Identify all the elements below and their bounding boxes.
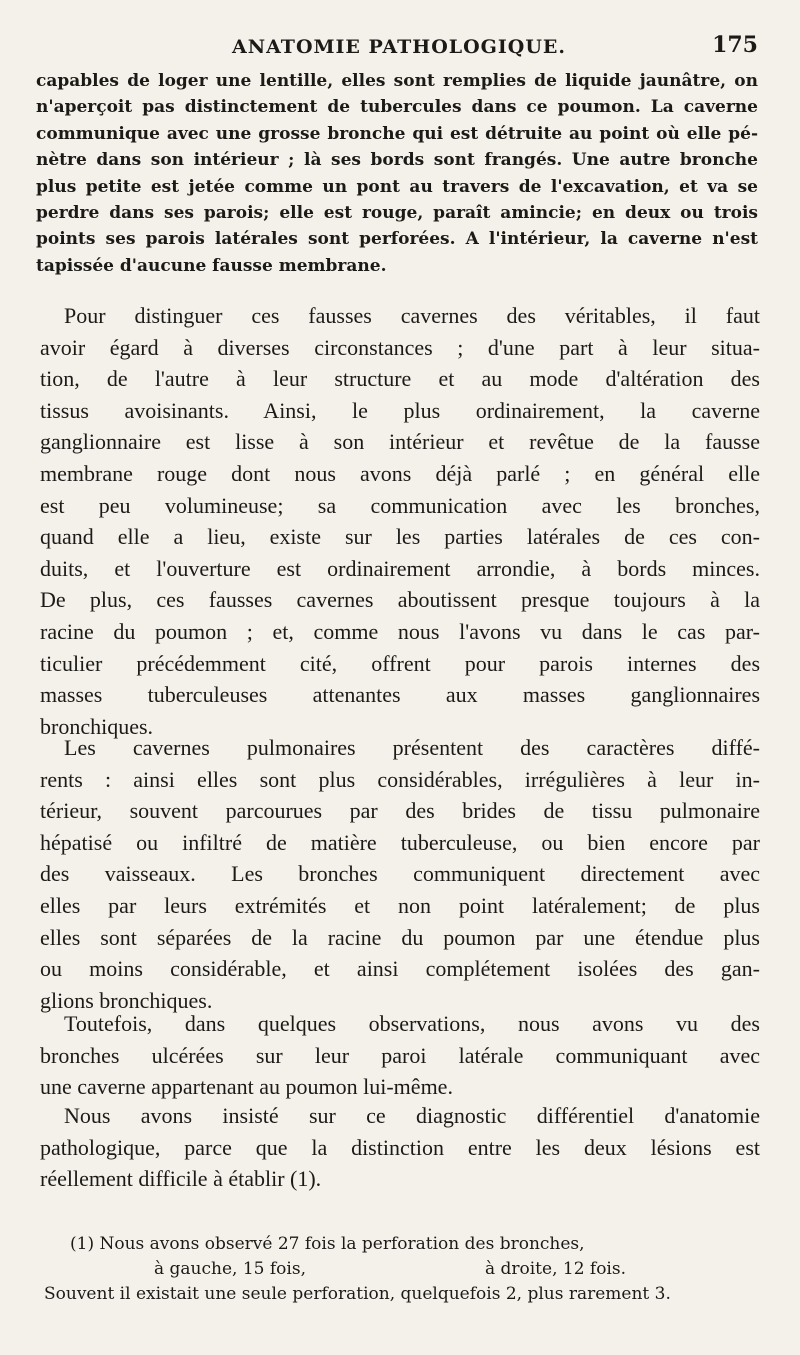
- text-line: tion, de l'autre à leur structure et au mode d'altération des: [40, 366, 760, 392]
- text-line: avoir égard à diverses circonstances ; d'une part à leur situa-: [40, 334, 760, 360]
- text-line: Toutefois, dans quelques observations, nous avons vu des: [64, 1011, 760, 1036]
- text-line: elles par leurs extrémités et non point latéralement; de plus: [40, 892, 760, 918]
- footnote-line: Souvent il existait une seule perforation, quelquefois 2, plus rarement 3.: [44, 1284, 671, 1304]
- intro-line: plus petite est jetée comme un pont au travers de l'excavation, et va se: [36, 176, 758, 197]
- text-line: Les cavernes pulmonaires présentent des caractères diffé-: [64, 735, 760, 760]
- intro-line: tapissée d'aucune fausse membrane.: [36, 255, 387, 276]
- text-line: membrane rouge dont nous avons déjà parlé ; en général elle: [40, 460, 760, 486]
- text-line: Nous avons insisté sur ce diagnostic différentiel d'anatomie: [64, 1103, 760, 1128]
- intro-text-block: [36, 68, 758, 279]
- footnote-left-count: à gauche, 15 fois,: [154, 1259, 306, 1279]
- text-line: des vaisseaux. Les bronches communiquent directement avec: [40, 861, 760, 887]
- text-line: hépatisé ou infiltré de matière tuberculeuse, ou bien encore par: [40, 829, 760, 855]
- text-line: masses tuberculeuses attenantes aux masses ganglionnaires: [40, 682, 760, 708]
- running-head: ANATOMIE PATHOLOGIQUE.: [232, 36, 567, 58]
- text-line: duits, et l'ouverture est ordinairement arrondie, à bords minces.: [40, 555, 760, 581]
- text-line: une caverne appartenant au poumon lui-même.: [40, 1074, 453, 1100]
- text-line: racine du poumon ; et, comme nous l'avons vu dans le cas par-: [40, 618, 760, 644]
- paragraph-2: [40, 732, 760, 1016]
- text-line: elles sont séparées de la racine du poumon par une étendue plus: [40, 924, 760, 950]
- footnote: [44, 1232, 756, 1307]
- footnote-right-count: à droite, 12 fois.: [484, 1259, 626, 1279]
- intro-line: points ses parois latérales sont perforées. A l'intérieur, la caverne n'est: [36, 229, 758, 250]
- text-line: bronchiques.: [40, 713, 154, 739]
- intro-line: perdre dans ses parois; elle est rouge, paraît amincie; en deux ou trois: [36, 202, 758, 223]
- text-line: tissus avoisinants. Ainsi, le plus ordinairement, la caverne: [40, 397, 760, 423]
- text-line: glions bronchiques.: [40, 987, 213, 1013]
- page-number: 175: [712, 32, 758, 58]
- text-line: est peu volumineuse; sa communication avec les bronches,: [40, 492, 760, 518]
- text-line: rents : ainsi elles sont plus considérables, irrégulières à leur in-: [40, 766, 760, 792]
- page-header: [36, 32, 760, 62]
- text-line: De plus, ces fausses cavernes aboutissent presque toujours à la: [40, 587, 760, 613]
- paragraph-1: [40, 300, 760, 742]
- text-line: bronches ulcérées sur leur paroi latérale communiquant avec: [40, 1042, 760, 1068]
- text-line: ticulier précédemment cité, offrent pour parois internes des: [40, 650, 760, 676]
- text-line: réellement difficile à établir (1).: [40, 1166, 322, 1192]
- intro-line: communique avec une grosse bronche qui est détruite au point où elle pé-: [36, 123, 758, 144]
- text-line: pathologique, parce que la distinction entre les deux lésions est: [40, 1134, 760, 1160]
- intro-line: n'aperçoit pas distinctement de tubercules dans ce poumon. La caverne: [36, 97, 758, 118]
- paragraph-3: [40, 1008, 760, 1103]
- text-line: quand elle a lieu, existe sur les parties latérales de ces con-: [40, 524, 760, 550]
- paragraph-4: [40, 1100, 760, 1195]
- text-line: ganglionnaire est lisse à son intérieur et revêtue de la fausse: [40, 429, 760, 455]
- text-line: ou moins considérable, et ainsi complétement isolées des gan-: [40, 956, 760, 982]
- text-line: Pour distinguer ces fausses cavernes des véritables, il faut: [64, 303, 760, 328]
- intro-line: capables de loger une lentille, elles sont remplies de liquide jaunâtre, on: [36, 71, 758, 91]
- text-line: térieur, souvent parcourues par des brides de tissu pulmonaire: [40, 798, 760, 824]
- footnote-counts: [44, 1257, 756, 1282]
- footnote-line: (1) Nous avons observé 27 fois la perforation des bronches,: [70, 1234, 585, 1254]
- intro-line: nètre dans son intérieur ; là ses bords sont frangés. Une autre bronche: [36, 150, 758, 171]
